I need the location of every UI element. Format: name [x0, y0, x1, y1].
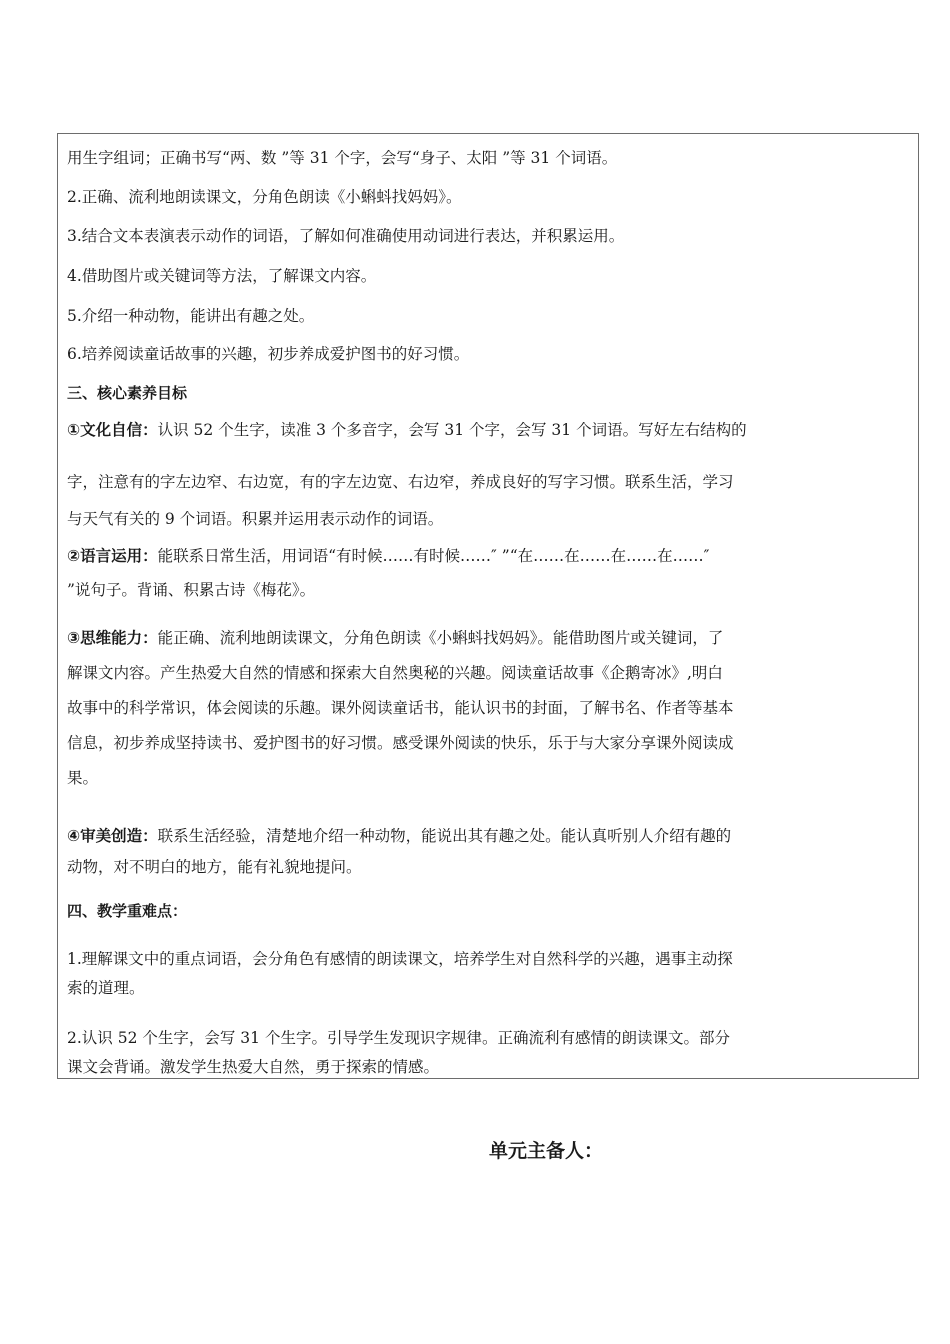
- thinking-text-1: 能正确、流利地朗读课文，分角色朗读《小蝌蚪找妈妈》。能借助图片或关键词，了: [157, 629, 724, 647]
- goal-item-6: 6.培养阅读童话故事的兴趣，初步养成爱护图书的好习惯。: [67, 345, 470, 363]
- key-point-1-line-2: 索的道理。: [67, 979, 145, 997]
- unit-preparer-label: 单元主备人：: [489, 1140, 604, 1162]
- aesthetic-label: ④审美创造：: [67, 827, 158, 845]
- aesthetic-text-1: 联系生活经验，清楚地介绍一种动物，能说出其有趣之处。能认真听别人介绍有趣的: [157, 827, 732, 845]
- goal-item-2: 2.正确、流利地朗读课文，分角色朗读《小蝌蚪找妈妈》。: [67, 188, 462, 206]
- goal-item-4: 4.借助图片或关键词等方法，了解课文内容。: [67, 267, 377, 285]
- culture-line-2: 字，注意有的字左边窄、右边宽，有的字左边宽、右边窄，养成良好的写字习惯。联系生活，学习: [67, 473, 734, 491]
- goal-line-1: 用生字组词；正确书写“两、数 ”等 31 个字，会写“身子、太阳 ”等 31 个词语。: [67, 149, 618, 167]
- thinking-line-3: 故事中的科学常识，体会阅读的乐趣。课外阅读童话书，能认识书的封面，了解书名、作者等基本: [67, 699, 734, 717]
- key-point-1-line-1: 1.理解课文中的重点词语，会分角色有感情的朗读课文，培养学生对自然科学的兴趣，遇事主动探: [67, 950, 733, 968]
- language-line-1: [67, 546, 709, 566]
- culture-text-1: 认识 52 个生字，读准 3 个多音字，会写 31 个字，会写 31 个词语。写好左右结构的: [157, 421, 747, 439]
- aesthetic-line-1: [67, 826, 731, 846]
- culture-line-3: 与天气有关的 9 个词语。积累并运用表示动作的词语。: [67, 510, 444, 528]
- goal-item-3: 3.结合文本表演表示动作的词语，了解如何准确使用动词进行表达，并积累运用。: [67, 227, 625, 245]
- key-point-2-line-1: 2.认识 52 个生字，会写 31 个生字。引导学生发现识字规律。正确流利有感情的朗读课文。部分: [67, 1029, 730, 1047]
- thinking-line-5: 果。: [67, 769, 99, 787]
- section-heading-key-points: 四、教学重难点：: [67, 902, 188, 920]
- key-point-2-line-2: 课文会背诵。激发学生热爱大自然，勇于探索的情感。: [67, 1058, 440, 1076]
- language-label: ②语言运用：: [67, 547, 158, 565]
- thinking-line-2: 解课文内容。产生热爱大自然的情感和探索大自然奥秘的兴趣。阅读童话故事《企鹅寄冰》,明白: [67, 664, 723, 682]
- thinking-line-1: [67, 628, 723, 648]
- culture-label: ①文化自信：: [67, 421, 158, 439]
- language-line-2: ”说句子。背诵、积累古诗《梅花》。: [67, 581, 316, 599]
- thinking-line-4: 信息，初步养成坚持读书、爱护图书的好习惯。感受课外阅读的快乐，乐于与大家分享课外阅读成: [67, 734, 734, 752]
- culture-line-1: [67, 420, 747, 440]
- language-text-1: 能联系日常生活，用词语“有时候……有时候……″ ”“在……在……在……在……″: [157, 547, 710, 565]
- section-heading-core-literacy: 三、核心素养目标: [67, 384, 188, 402]
- thinking-label: ③思维能力：: [67, 629, 158, 647]
- aesthetic-line-2: 动物，对不明白的地方，能有礼貌地提问。: [67, 858, 362, 876]
- goal-item-5: 5.介绍一种动物，能讲出有趣之处。: [67, 307, 315, 325]
